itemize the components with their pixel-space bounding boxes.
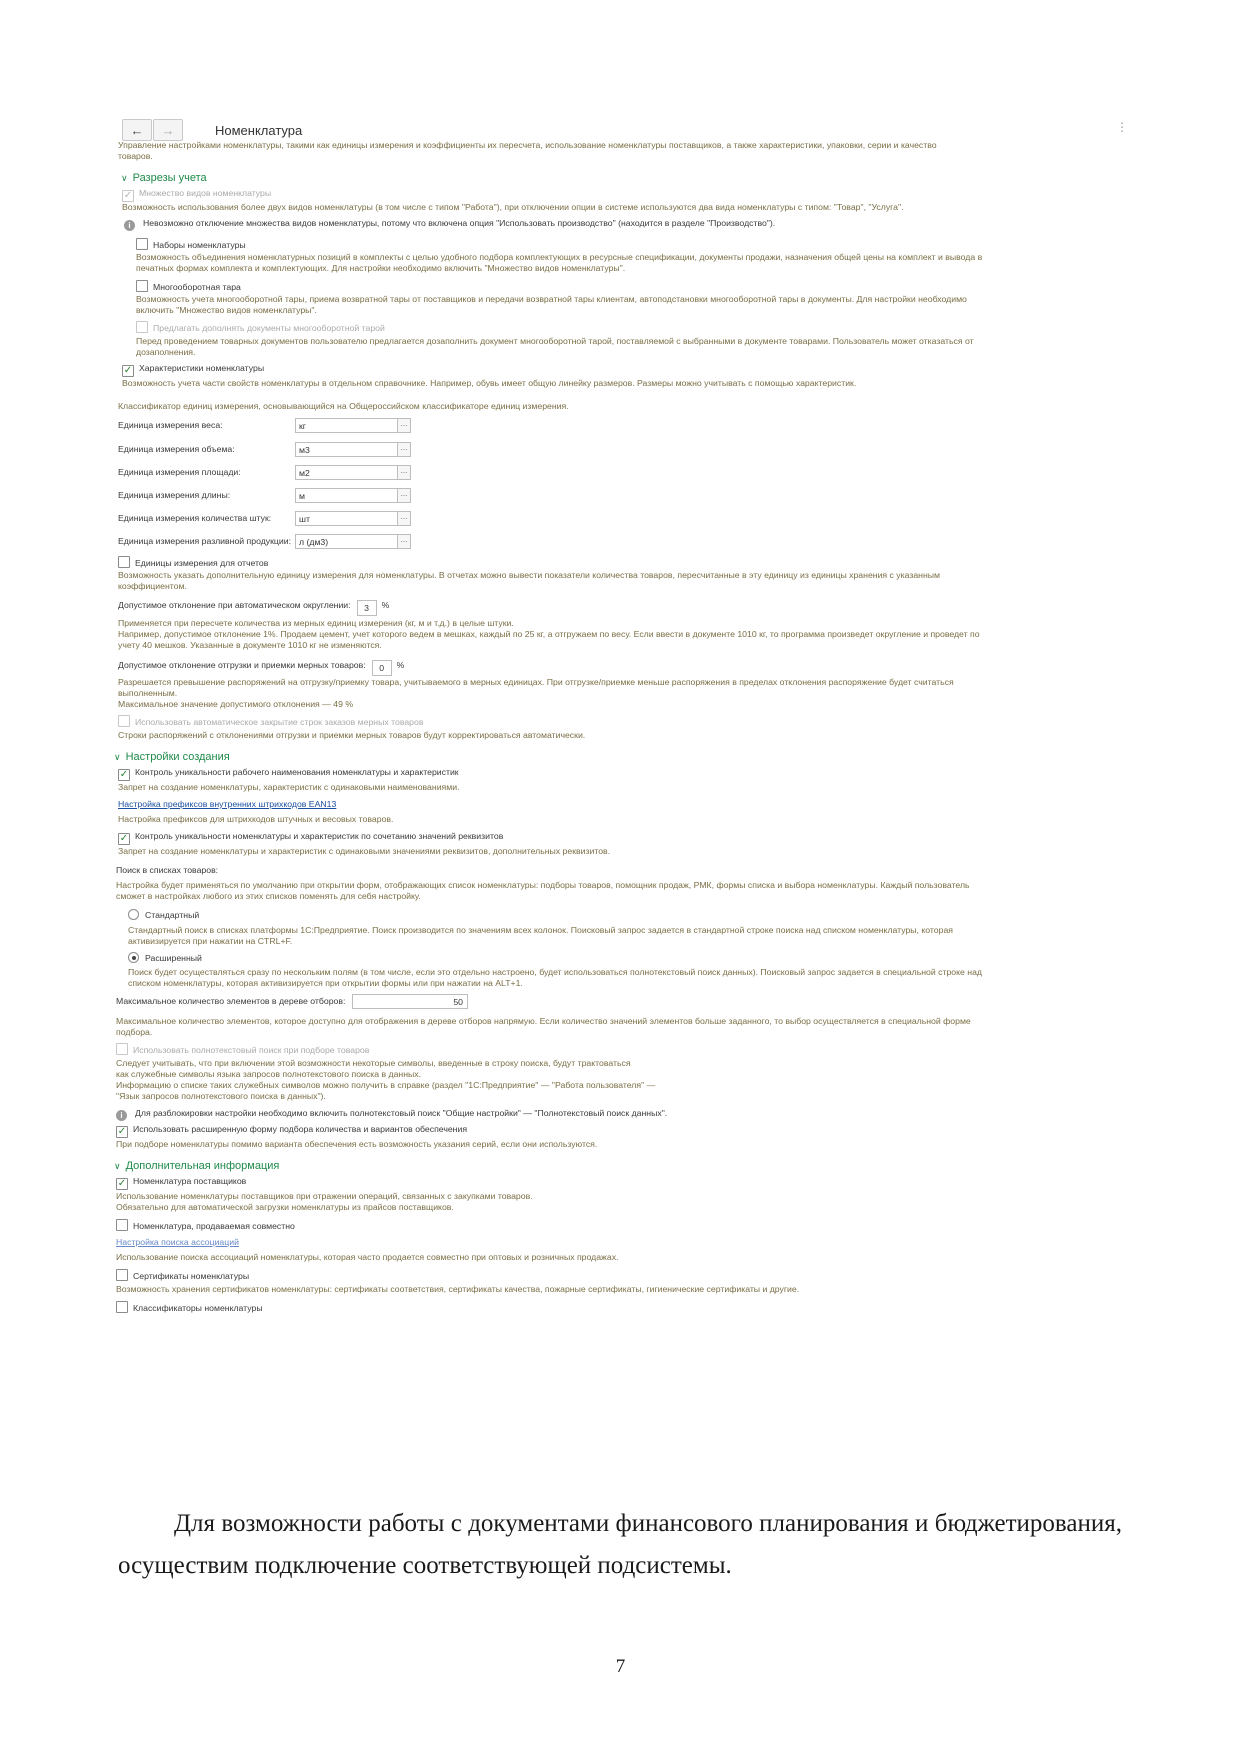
chevron-down-icon: ∨	[114, 1161, 121, 1171]
max-elements-field[interactable]: 50	[352, 994, 468, 1009]
extended-description-2: списком номенклатуры, которая активизируется при открытии формы или при нажатии на ALT+1.	[128, 978, 523, 988]
checkbox-empty-icon	[116, 1301, 128, 1313]
checkbox-empty-icon	[118, 556, 130, 568]
report-units-label: Единицы измерения для отчетов	[135, 558, 269, 568]
search-standard-radio[interactable]	[128, 909, 199, 921]
radio-selected-icon	[128, 952, 139, 963]
unit-volume-field[interactable]: м3	[295, 442, 398, 457]
screenshot-window	[114, 110, 1128, 1480]
checkbox-checked-icon: ✓	[119, 833, 129, 844]
unit-area-pick-button[interactable]: ...	[397, 465, 411, 480]
unit-volume-label: Единица измерения объема:	[118, 444, 235, 454]
association-description: Использование поиска ассоциаций номенклатуры, которая часто продается совместно при оптовых и розничных продажах.	[116, 1252, 619, 1262]
sets-checkbox[interactable]	[136, 238, 246, 251]
certificates-label: Сертификаты номенклатуры	[133, 1271, 250, 1281]
offer-fill-checkbox[interactable]	[136, 321, 385, 334]
unit-pieces-field[interactable]: шт	[295, 511, 398, 526]
multi-kinds-label: Множество видов номенклатуры	[139, 188, 272, 198]
unit-weight-pick-button[interactable]: ...	[397, 418, 411, 433]
checkbox-checked-icon: ✓	[123, 365, 133, 376]
supplier-nomenclature-label: Номенклатура поставщиков	[133, 1176, 247, 1186]
rounding-label: Допустимое отклонение при автоматическом округлении:	[118, 600, 351, 610]
auto-close-description: Строки распоряжений с отклонениями отгрузки и приемки мерных товаров будут корректироваться автоматически.	[118, 730, 586, 740]
unit-volume-pick-button[interactable]: ...	[397, 442, 411, 457]
report-units-description-2: коэффициентом.	[118, 581, 187, 591]
fulltext-info-text: Для разблокировки настройки необходимо включить полнотекстовый поиск "Общие настройки" — "Полнотекстовый поиск данных".	[135, 1108, 668, 1118]
report-units-description-1: Возможность указать дополнительную единицу измерения для номенклатуры. В отчетах можно вывести показатели количества товаров, пересчитанные в эту единицу из единицы хранения с указанным	[118, 570, 940, 580]
unit-weight-field[interactable]: кг	[295, 418, 398, 433]
checkbox-checked-icon: ✓	[117, 1126, 127, 1137]
certificates-description: Возможность хранения сертификатов номенклатуры: сертификаты соответствия, сертификаты качества, пожарные сертификаты, гигиенические сертификаты и другие.	[116, 1284, 800, 1294]
document-paragraph	[118, 1503, 1122, 1587]
checkbox-checked-icon: ✓	[123, 190, 133, 201]
info-icon: i	[124, 220, 135, 231]
shipment-description-2: выполненным.	[118, 688, 178, 698]
page-number: 7	[615, 1656, 626, 1677]
fulltext-description-4: "Язык запросов полнотекстового поиска в данных").	[116, 1091, 326, 1101]
document-paragraph-text: Для возможности работы с документами финансового планирования и бюджетирования, осуществим подключение соответствующей подсистемы.	[118, 1510, 1122, 1579]
sold-together-label: Номенклатура, продаваемая совместно	[133, 1221, 295, 1231]
offer-fill-label: Предлагать дополнять документы многооборотной тарой	[153, 323, 385, 333]
checkbox-empty-icon	[136, 280, 148, 292]
section-accounting-title: Разрезы учета	[132, 172, 207, 184]
ext-form-description: При подборе номенклатуры помимо варианта обеспечения есть возможность указания серий, если они используются.	[116, 1139, 598, 1149]
unit-area-label: Единица измерения площади:	[118, 467, 241, 477]
intro-line-2: товаров.	[118, 151, 153, 161]
shipment-description-3: Максимальное значение допустимого отклонения — 49 %	[118, 699, 354, 709]
search-description-2: сможет в настройках любого из этих списков поменять для себя настройку.	[116, 891, 421, 901]
characteristics-checkbox[interactable]	[122, 363, 264, 377]
extended-description-1: Поиск будет осуществляться сразу по нескольким полям (в том числе, если это отдельно настроено, будет использоваться полнотекстовый поиск данных). Поисковый запрос задается в специальной строке над	[128, 967, 982, 977]
info-note-text: Невозможно отключение множества видов номенклатуры, потому что включена опция "Использовать производство" (находится в разделе "Производство").	[143, 218, 776, 228]
forward-button[interactable]	[153, 119, 183, 141]
search-extended-radio[interactable]	[128, 952, 202, 964]
percent-sign: %	[396, 660, 405, 670]
chevron-down-icon: ∨	[121, 173, 128, 183]
standard-description-2: активизируется при нажатии на CTRL+F.	[128, 936, 293, 946]
max-elements-description-1: Максимальное количество элементов, которое доступно для отображения в дереве отборов напрямую. Если количество значений элементов больше заданного, то выбор осуществляется в специальной форме	[116, 1016, 971, 1026]
unit-pieces-pick-button[interactable]: ...	[397, 511, 411, 526]
section-creation-header[interactable]	[114, 752, 230, 763]
unique-name-description: Запрет на создание номенклатуры, характеристик с одинаковыми наименованиями.	[118, 782, 460, 792]
back-button[interactable]	[122, 119, 152, 141]
section-additional-header[interactable]	[114, 1161, 279, 1172]
chevron-down-icon: ∨	[114, 752, 121, 762]
returnable-description-2: включить "Множество видов номенклатуры".	[136, 305, 317, 315]
max-elements-label: Максимальное количество элементов в дереве отборов:	[116, 996, 346, 1006]
returnable-label: Многооборотная тара	[153, 282, 241, 292]
report-units-checkbox[interactable]	[118, 556, 268, 569]
ean13-description: Настройка префиксов для штрихкодов штучных и весовых товаров.	[118, 814, 394, 824]
search-description-1: Настройка будет применяться по умолчанию при открытии форм, отображающих список номенклатуры: подборы товаров, помощник продаж, РМК, формы списка и выбора номенклатуры. Каждый пользователь	[116, 880, 970, 890]
classifiers-label: Классификаторы номенклатуры	[133, 1303, 263, 1313]
unit-length-field[interactable]: м	[295, 488, 398, 503]
search-title: Поиск в списках товаров:	[116, 865, 219, 875]
checkbox-empty-icon	[116, 1269, 128, 1281]
ext-form-checkbox[interactable]	[116, 1124, 467, 1138]
info-icon: i	[116, 1110, 127, 1121]
standard-label: Стандартный	[145, 910, 200, 920]
multi-kinds-info-note	[124, 218, 775, 231]
unit-weight-label: Единица измерения веса:	[118, 420, 223, 430]
checkbox-empty-icon	[118, 715, 130, 727]
max-elements-description-2: подбора.	[116, 1027, 153, 1037]
unit-bulk-pick-button[interactable]: ...	[397, 534, 411, 549]
section-creation-title: Настройки создания	[125, 751, 230, 763]
unit-area-field[interactable]: м2	[295, 465, 398, 480]
shipment-row	[118, 660, 404, 676]
checkbox-checked-icon: ✓	[117, 1178, 127, 1189]
auto-close-label: Использовать автоматическое закрытие строк заказов мерных товаров	[135, 717, 424, 727]
percent-sign: %	[381, 600, 390, 610]
supplier-description-2: Обязательно для автоматической загрузки номенклатуры из прайсов поставщиков.	[116, 1202, 454, 1212]
intro-line-1: Управление настройками номенклатуры, такими как единицы измерения и коэффициенты их пересчета, использование номенклатуры поставщиков, а также характеристики, упаковки, серии и качество	[118, 140, 937, 150]
characteristics-label: Характеристики номенклатуры	[139, 363, 265, 373]
unique-props-label: Контроль уникальности номенклатуры и характеристик по сочетанию значений реквизитов	[135, 831, 504, 841]
unique-name-label: Контроль уникальности рабочего наименования номенклатуры и характеристик	[135, 767, 459, 777]
arrow-left-icon: ←	[130, 122, 144, 138]
checkbox-empty-icon	[136, 321, 148, 333]
checkbox-empty-icon	[136, 238, 148, 250]
radio-empty-icon	[128, 909, 139, 920]
rounding-field[interactable]: 3	[357, 600, 377, 616]
shipment-description-1: Разрешается превышение распоряжений на отгрузку/приемку товара, учитываемого в мерных единицах. При отгрузке/приемке меньше распоряжения в пределах отклонения распоряжение будет считаться	[118, 677, 954, 687]
window-title: Номенклатура	[215, 122, 303, 138]
fulltext-description-1: Следует учитывать, что при включении этой возможности некоторые символы, введенные в строку поиска, будут трактоваться	[116, 1058, 631, 1068]
checkbox-empty-icon	[116, 1043, 128, 1055]
offer-fill-description-1: Перед проведением товарных документов пользователю предлагается дозаполнить документ многооборотной тарой, поставляемой с выбранными в документе товарами. Пользователь может отказаться от	[136, 336, 974, 346]
offer-fill-description-2: дозаполнения.	[136, 347, 196, 357]
section-additional-title: Дополнительная информация	[125, 1160, 280, 1172]
checkbox-empty-icon	[116, 1219, 128, 1231]
rounding-description-3: учету 40 мешков. Указанные в документе 1010 кг не изменяются.	[118, 640, 382, 650]
sets-label: Наборы номенклатуры	[153, 240, 246, 250]
unique-props-description: Запрет на создание номенклатуры и характеристик с одинаковыми значениями реквизитов, дополнительных реквизитов.	[118, 846, 611, 856]
checkbox-checked-icon: ✓	[119, 769, 129, 780]
classifier-note: Классификатор единиц измерения, основывающийся на Общероссийском классификаторе единиц измерения.	[118, 401, 569, 411]
unit-bulk-field[interactable]: л (дм3)	[295, 534, 398, 549]
sets-description-1: Возможность объединения номенклатурных позиций в комплекты с целью удобного подбора комплектующих в ресурсные спецификации, документы продажи, назначения общей цены на комплект и вывода в	[136, 252, 983, 262]
sold-together-checkbox[interactable]	[116, 1219, 295, 1232]
extended-label: Расширенный	[145, 953, 202, 963]
auto-close-checkbox[interactable]	[118, 715, 423, 728]
multi-kinds-checkbox[interactable]	[122, 188, 271, 202]
fulltext-description-2: как служебные символы языка запросов полнотекстового поиска в данных.	[116, 1069, 421, 1079]
association-search-link[interactable]: Настройка поиска ассоциаций	[116, 1237, 239, 1247]
supplier-nomenclature-checkbox[interactable]	[116, 1176, 246, 1190]
returnable-checkbox[interactable]	[136, 280, 241, 293]
unit-length-pick-button[interactable]: ...	[397, 488, 411, 503]
fulltext-info-note	[116, 1108, 667, 1121]
ean13-prefix-link[interactable]: Настройка префиксов внутренних штрихкодов EAN13	[118, 799, 337, 809]
multi-kinds-description: Возможность использования более двух видов номенклатуры (в том числе с типом "Работа"), при отключении опции в системе используются два вида номенклатуры с типом: "Товар", "Услуга".	[122, 202, 904, 212]
sets-description-2: печатных формах комплекта и комплектующих. Для настройки необходимо включить "Множество видов номенклатуры".	[136, 263, 626, 273]
unique-props-checkbox[interactable]	[118, 831, 503, 845]
more-vertical-icon[interactable]: ⋮	[1116, 120, 1128, 134]
classifiers-checkbox[interactable]	[116, 1301, 263, 1314]
rounding-row	[118, 600, 389, 616]
fulltext-label: Использовать полнотекстовый поиск при подборе товаров	[133, 1045, 370, 1055]
certificates-checkbox[interactable]	[116, 1269, 249, 1282]
unique-name-checkbox[interactable]	[118, 767, 459, 781]
ext-form-label: Использовать расширенную форму подбора количества и вариантов обеспечения	[133, 1124, 468, 1134]
unit-length-label: Единица измерения длины:	[118, 490, 231, 500]
standard-description-1: Стандартный поиск в списках платформы 1С:Предприятие. Поиск производится по значениям всех колонок. Поисковый запрос задается в стандартной строке поиска над списком номенклатуры, которая	[128, 925, 953, 935]
fulltext-description-3: Информацию о списке таких служебных символов можно получить в справке (раздел "1С:Предприятие" — "Работа пользователя" —	[116, 1080, 656, 1090]
section-accounting-header[interactable]	[121, 173, 207, 184]
shipment-label: Допустимое отклонение отгрузки и приемки мерных товаров:	[118, 660, 366, 670]
rounding-description-1: Применяется при пересчете количества из мерных единиц измерения (кг, м и т.д.) в целые штуки.	[118, 618, 514, 628]
fulltext-checkbox[interactable]	[116, 1043, 369, 1056]
rounding-description-2: Например, допустимое отклонение 1%. Продаем цемент, учет которого ведем в мешках, каждый по 25 кг, а отгружаем по весу. Если ввести в документе 1010 кг, то программа произведет округление и проведет по	[118, 629, 980, 639]
unit-bulk-label: Единица измерения разливной продукции:	[118, 536, 292, 546]
supplier-description-1: Использование номенклатуры поставщиков при отражении операций, связанных с закупками товаров.	[116, 1191, 533, 1201]
characteristics-description: Возможность учета части свойств номенклатуры в отдельном справочнике. Например, обувь имеет общую линейку размеров. Размеры можно учитывать с помощью характеристик.	[122, 378, 857, 388]
returnable-description-1: Возможность учета многооборотной тары, приема возвратной тары от поставщиков и передачи возвратной тары клиентам, автоподстановки многооборотной тары в документы. Для настройки необходимо	[136, 294, 967, 304]
arrow-right-icon: →	[161, 122, 175, 138]
shipment-field[interactable]: 0	[372, 660, 392, 676]
unit-pieces-label: Единица измерения количества штук:	[118, 513, 272, 523]
window-titlebar	[122, 118, 302, 142]
